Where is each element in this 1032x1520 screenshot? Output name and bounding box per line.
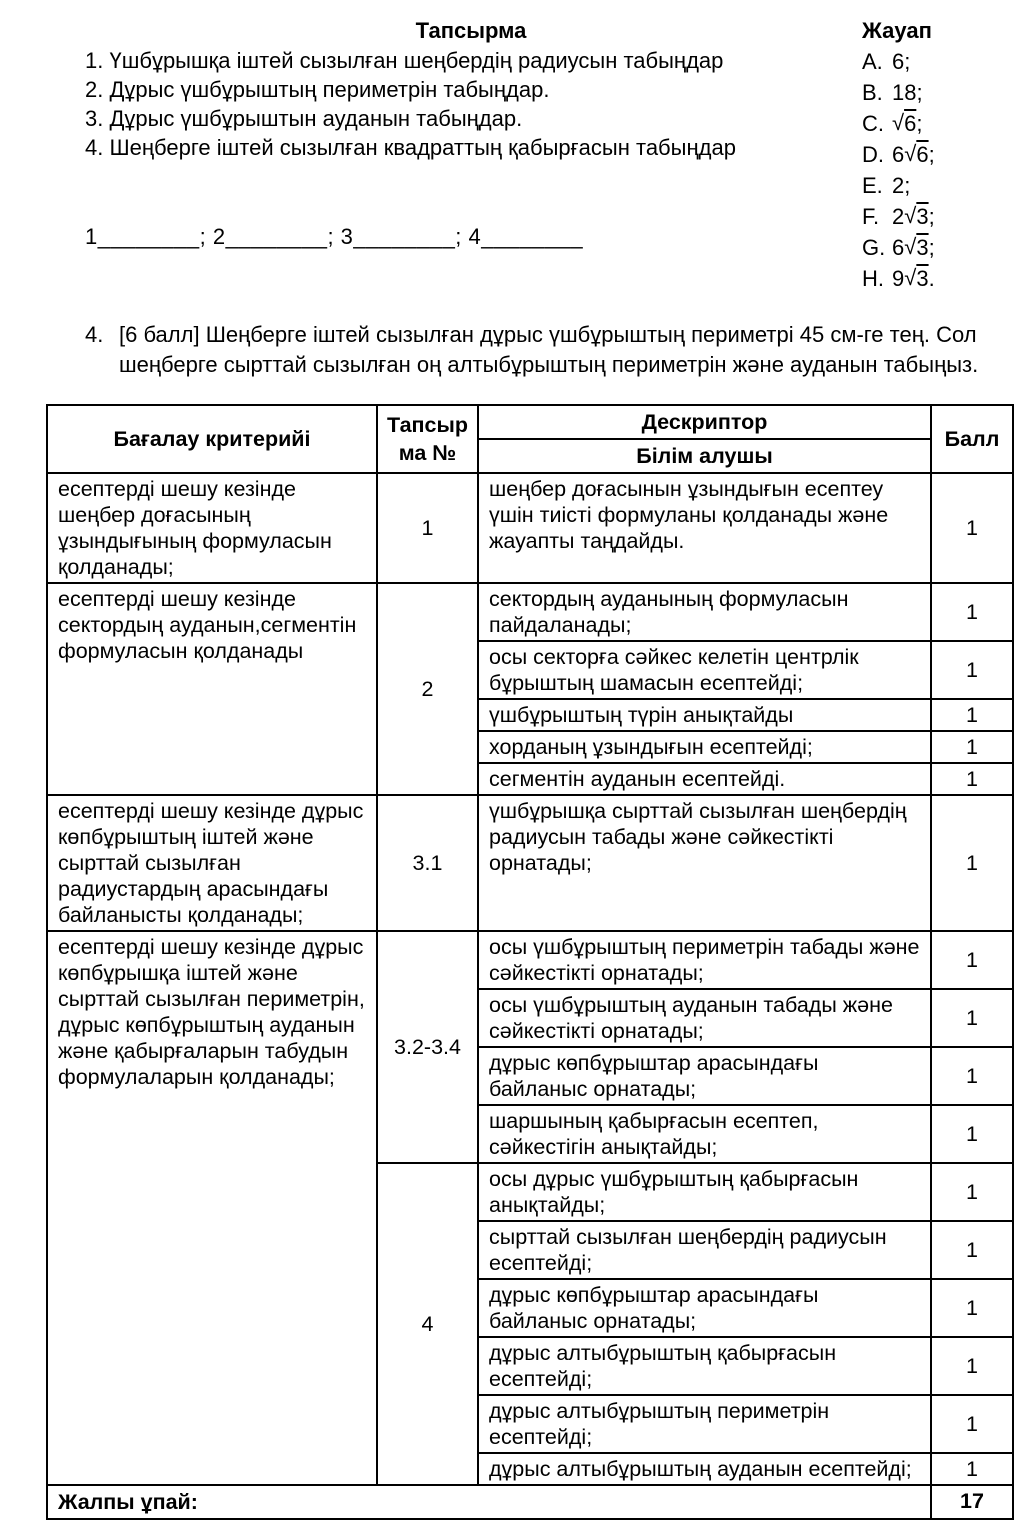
header-descriptor: Дескриптор: [478, 405, 931, 439]
answer-option: [862, 108, 1027, 139]
descriptor-cell: дұрыс алтыбұрыштың периметрін есептейді;: [478, 1395, 931, 1453]
answer-option-label: F.: [862, 204, 880, 229]
task-item: 3. Дұрыс үшбұрыштын ауданын табыңдар.: [85, 106, 523, 131]
answer-option-label: B.: [862, 80, 883, 105]
sqrt-radicand: 6: [916, 142, 929, 167]
score-cell: 1: [931, 1453, 1013, 1485]
header-criteria: Бағалау критерийі: [47, 405, 377, 473]
descriptor-cell: дұрыс көпбұрыштар арасындағы байланыс орнатады;: [478, 1047, 931, 1105]
sqrt-radical-sign: √: [904, 265, 917, 290]
answer-option-label: H.: [862, 266, 884, 291]
descriptor-cell: сектордың ауданының формуласын пайдаланады;: [478, 583, 931, 641]
sqrt-radicand: 3: [916, 204, 929, 229]
criteria-cell: есептерді шешу кезінде дұрыс көпбұрышқа іштей және сырттай сызылған периметрін, дұрыс көпбұрыштың ауданын және қабырғаларын табудын формулаларын қолданады;: [47, 931, 377, 1485]
descriptor-cell: сырттай сызылған шеңбердің радиусын есептейді;: [478, 1221, 931, 1279]
sqrt-radical-sign: √: [904, 203, 917, 228]
score-cell: 1: [931, 1163, 1013, 1221]
answer-option: [862, 263, 1027, 294]
answer-option: [862, 170, 1027, 201]
task-column: [85, 16, 777, 252]
answer-option-value: 9√3.: [892, 266, 935, 291]
answer-blanks-line: 1________; 2________; 3________; 4________: [85, 224, 584, 249]
answer-option-value: 2√3;: [892, 204, 935, 229]
rubric-table-foot: [47, 1485, 1013, 1519]
score-cell: 1: [931, 473, 1013, 583]
task-section-title: Тапсырма: [415, 18, 527, 43]
sqrt-radical-sign: √: [904, 141, 917, 166]
descriptor-cell: осы үшбұрыштың ауданын табады және сәйкестікті орнатады;: [478, 989, 931, 1047]
header-row-1: [47, 405, 1013, 439]
answer-option-value: 2;: [892, 173, 911, 198]
answer-option-value: √6;: [892, 111, 922, 136]
answer-option-value: 6;: [892, 49, 911, 74]
score-cell: 1: [931, 763, 1013, 795]
task-item: 4. Шеңберге іштей сызылған квадраттың қабырғасын табыңдар: [85, 135, 736, 160]
descriptor-cell: осы дұрыс үшбұрыштың қабырғасын анықтайды;: [478, 1163, 931, 1221]
answer-option-value: 6√6;: [892, 142, 935, 167]
answer-option-value: 18;: [892, 80, 923, 105]
score-cell: 1: [931, 1395, 1013, 1453]
descriptor-cell: осы үшбұрыштың периметрін табады және сәйкестікті орнатады;: [478, 931, 931, 989]
descriptor-cell: шеңбер доғасынын ұзындығын есептеу үшін тиісті формуланы қолданады және жауапты таңдайды.: [478, 473, 931, 583]
header-descriptor-sub: Білім алушы: [478, 439, 931, 473]
score-cell: 1: [931, 583, 1013, 641]
score-cell: 1: [931, 699, 1013, 731]
task-item: 2. Дұрыс үшбұрыштың периметрін табыңдар.: [85, 77, 550, 102]
score-cell: 1: [931, 795, 1013, 931]
task-number-cell: 1: [377, 473, 478, 583]
answer-option: [862, 201, 1027, 232]
rubric-table-body: [47, 473, 1013, 1485]
table-row: [47, 795, 1013, 931]
question-text: [6 балл] Шеңберге іштей сызылған дұрыс үшбұрыштың периметрі 45 см-ге тең. Сол шеңберге сырттай сызылған оң алтыбұрыштың периметрін және ауданын табыңыз.: [119, 322, 979, 377]
sqrt-radicand: 3: [916, 235, 929, 260]
answer-option-label: D.: [862, 142, 884, 167]
answer-list: [862, 46, 1027, 294]
task-item: 1. Үшбұрышқа іштей сызылған шеңбердің радиусын табыңдар: [85, 48, 724, 73]
total-label: Жалпы ұпай:: [47, 1485, 931, 1519]
task-number-cell: 3.2-3.4: [377, 931, 478, 1163]
answer-option-label: A.: [862, 49, 883, 74]
descriptor-cell: хорданың ұзындығын есептейді;: [478, 731, 931, 763]
answer-option-label: C.: [862, 111, 884, 136]
top-section: [0, 16, 1032, 294]
score-cell: 1: [931, 1221, 1013, 1279]
criteria-cell: есептерді шешу кезінде шеңбер доғасының ұзындығының формуласын қолданады;: [47, 473, 377, 583]
table-row: [47, 931, 1013, 989]
score-cell: 1: [931, 731, 1013, 763]
total-row: [47, 1485, 1013, 1519]
answer-option-label: E.: [862, 173, 883, 198]
score-cell: 1: [931, 641, 1013, 699]
score-cell: 1: [931, 1337, 1013, 1395]
total-value: 17: [931, 1485, 1013, 1519]
answer-option: [862, 77, 1027, 108]
sqrt-radical-sign: √: [904, 234, 917, 259]
descriptor-cell: дұрыс алтыбұрыштың ауданын есептейді;: [478, 1453, 931, 1485]
sqrt-radicand: 6: [904, 111, 917, 136]
answer-column: [862, 16, 1027, 294]
task-number-cell: 3.1: [377, 795, 478, 931]
answer-section-title: Жауап: [862, 18, 932, 43]
question-number: 4.: [85, 322, 104, 347]
descriptor-cell: үшбұрыштың түрін анықтайды: [478, 699, 931, 731]
score-cell: 1: [931, 931, 1013, 989]
sqrt-radicand: 3: [916, 266, 929, 291]
header-score: Балл: [931, 405, 1013, 473]
score-cell: 1: [931, 1047, 1013, 1105]
table-row: [47, 473, 1013, 583]
criteria-cell: есептерді шешу кезінде дұрыс көпбұрыштың іштей және сырттай сызылған радиустардың арасындағы байланысты қолданады;: [47, 795, 377, 931]
sqrt-radical-sign: √: [892, 110, 905, 135]
answer-option: [862, 139, 1027, 170]
answer-option: [862, 46, 1027, 77]
task-number-cell: 4: [377, 1163, 478, 1485]
score-cell: 1: [931, 1105, 1013, 1163]
task-number-cell: 2: [377, 583, 478, 795]
rubric-table-head: [47, 405, 1013, 473]
answer-option-value: 6√3;: [892, 235, 935, 260]
table-row: [47, 583, 1013, 641]
score-cell: 1: [931, 989, 1013, 1047]
descriptor-cell: шаршының қабырғасын есептеп, сәйкестігін анықтайды;: [478, 1105, 931, 1163]
answer-option: [862, 232, 1027, 263]
question-4: [85, 320, 1032, 380]
descriptor-cell: сегментін ауданын есептейді.: [478, 763, 931, 795]
header-task-no: Тапсырма №: [377, 405, 478, 473]
descriptor-cell: осы секторға сәйкес келетін центрлік бұрыштың шамасын есептейді;: [478, 641, 931, 699]
descriptor-cell: дұрыс алтыбұрыштың қабырғасын есептейді;: [478, 1337, 931, 1395]
score-cell: 1: [931, 1279, 1013, 1337]
rubric-table: [46, 404, 1014, 1520]
criteria-cell: есептерді шешу кезінде сектордың ауданын,сегментін формуласын қолданады: [47, 583, 377, 795]
answer-option-label: G.: [862, 235, 886, 260]
task-list: [85, 46, 777, 162]
descriptor-cell: үшбұрышқа сырттай сызылған шеңбердің радиусын табады және сәйкестікті орнатады;: [478, 795, 931, 931]
descriptor-cell: дұрыс көпбұрыштар арасындағы байланыс орнатады;: [478, 1279, 931, 1337]
